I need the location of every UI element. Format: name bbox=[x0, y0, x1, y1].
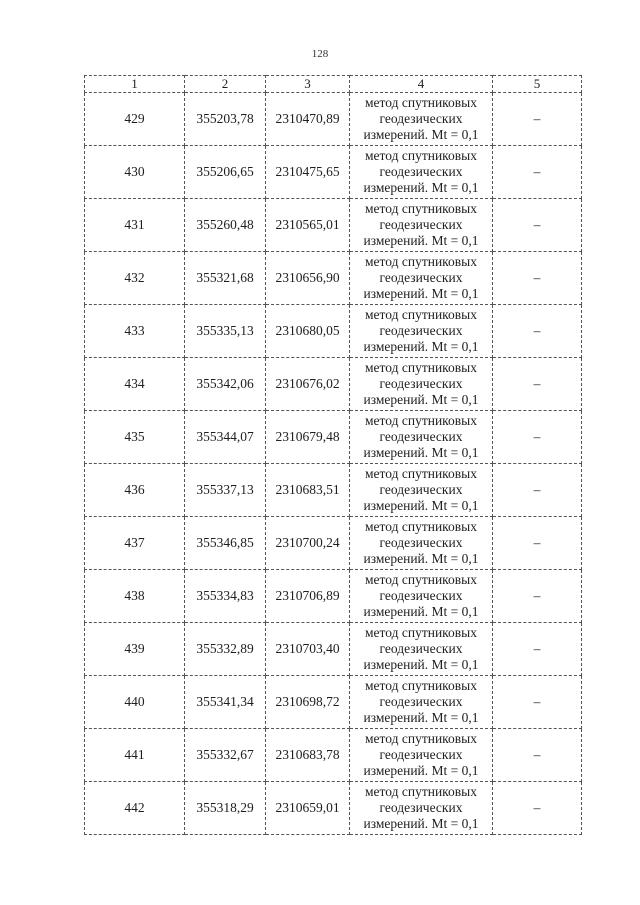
method-cell: метод спутниковых геодезических измерений. Mt = 0,1 bbox=[350, 93, 493, 146]
table-row bbox=[85, 411, 582, 464]
x-coordinate-cell: 355318,29 bbox=[185, 782, 266, 835]
note-cell: – bbox=[493, 464, 582, 517]
table-row bbox=[85, 570, 582, 623]
note-cell: – bbox=[493, 305, 582, 358]
x-coordinate-cell: 355346,85 bbox=[185, 517, 266, 570]
note-cell: – bbox=[493, 252, 582, 305]
header-col-2: 2 bbox=[185, 76, 266, 93]
header-col-1: 1 bbox=[85, 76, 185, 93]
table-row bbox=[85, 782, 582, 835]
table-row bbox=[85, 517, 582, 570]
y-coordinate-cell: 2310703,40 bbox=[266, 623, 350, 676]
point-number-cell: 438 bbox=[85, 570, 185, 623]
table-row bbox=[85, 305, 582, 358]
header-col-3: 3 bbox=[266, 76, 350, 93]
x-coordinate-cell: 355260,48 bbox=[185, 199, 266, 252]
method-cell: метод спутниковых геодезических измерений. Mt = 0,1 bbox=[350, 570, 493, 623]
x-coordinate-cell: 355337,13 bbox=[185, 464, 266, 517]
y-coordinate-cell: 2310659,01 bbox=[266, 782, 350, 835]
method-cell: метод спутниковых геодезических измерений. Mt = 0,1 bbox=[350, 146, 493, 199]
method-cell: метод спутниковых геодезических измерений. Mt = 0,1 bbox=[350, 252, 493, 305]
y-coordinate-cell: 2310656,90 bbox=[266, 252, 350, 305]
table-row bbox=[85, 729, 582, 782]
method-cell: метод спутниковых геодезических измерений. Mt = 0,1 bbox=[350, 358, 493, 411]
method-cell: метод спутниковых геодезических измерений. Mt = 0,1 bbox=[350, 517, 493, 570]
x-coordinate-cell: 355332,67 bbox=[185, 729, 266, 782]
table-row bbox=[85, 93, 582, 146]
y-coordinate-cell: 2310700,24 bbox=[266, 517, 350, 570]
coordinates-table bbox=[84, 75, 582, 835]
header-col-5: 5 bbox=[493, 76, 582, 93]
y-coordinate-cell: 2310680,05 bbox=[266, 305, 350, 358]
table-row bbox=[85, 146, 582, 199]
point-number-cell: 429 bbox=[85, 93, 185, 146]
table-row bbox=[85, 623, 582, 676]
table-row bbox=[85, 676, 582, 729]
x-coordinate-cell: 355341,34 bbox=[185, 676, 266, 729]
point-number-cell: 432 bbox=[85, 252, 185, 305]
point-number-cell: 435 bbox=[85, 411, 185, 464]
method-cell: метод спутниковых геодезических измерений. Mt = 0,1 bbox=[350, 411, 493, 464]
header-col-4: 4 bbox=[350, 76, 493, 93]
method-cell: метод спутниковых геодезических измерений. Mt = 0,1 bbox=[350, 676, 493, 729]
point-number-cell: 440 bbox=[85, 676, 185, 729]
x-coordinate-cell: 355203,78 bbox=[185, 93, 266, 146]
y-coordinate-cell: 2310679,48 bbox=[266, 411, 350, 464]
point-number-cell: 433 bbox=[85, 305, 185, 358]
method-cell: метод спутниковых геодезических измерений. Mt = 0,1 bbox=[350, 199, 493, 252]
y-coordinate-cell: 2310683,51 bbox=[266, 464, 350, 517]
method-cell: метод спутниковых геодезических измерений. Mt = 0,1 bbox=[350, 729, 493, 782]
y-coordinate-cell: 2310698,72 bbox=[266, 676, 350, 729]
point-number-cell: 439 bbox=[85, 623, 185, 676]
table-row bbox=[85, 358, 582, 411]
table-body bbox=[85, 93, 582, 835]
method-cell: метод спутниковых геодезических измерений. Mt = 0,1 bbox=[350, 305, 493, 358]
table-header bbox=[85, 76, 582, 93]
y-coordinate-cell: 2310470,89 bbox=[266, 93, 350, 146]
point-number-cell: 434 bbox=[85, 358, 185, 411]
x-coordinate-cell: 355344,07 bbox=[185, 411, 266, 464]
header-row bbox=[85, 76, 582, 93]
y-coordinate-cell: 2310565,01 bbox=[266, 199, 350, 252]
note-cell: – bbox=[493, 676, 582, 729]
table-row bbox=[85, 199, 582, 252]
page-number: 128 bbox=[311, 48, 329, 60]
method-cell: метод спутниковых геодезических измерений. Mt = 0,1 bbox=[350, 464, 493, 517]
table-row bbox=[85, 464, 582, 517]
point-number-cell: 431 bbox=[85, 199, 185, 252]
note-cell: – bbox=[493, 729, 582, 782]
note-cell: – bbox=[493, 199, 582, 252]
table-row bbox=[85, 252, 582, 305]
x-coordinate-cell: 355332,89 bbox=[185, 623, 266, 676]
y-coordinate-cell: 2310683,78 bbox=[266, 729, 350, 782]
method-cell: метод спутниковых геодезических измерений. Mt = 0,1 bbox=[350, 623, 493, 676]
point-number-cell: 441 bbox=[85, 729, 185, 782]
x-coordinate-cell: 355321,68 bbox=[185, 252, 266, 305]
note-cell: – bbox=[493, 146, 582, 199]
x-coordinate-cell: 355334,83 bbox=[185, 570, 266, 623]
note-cell: – bbox=[493, 570, 582, 623]
note-cell: – bbox=[493, 623, 582, 676]
note-cell: – bbox=[493, 517, 582, 570]
x-coordinate-cell: 355206,65 bbox=[185, 146, 266, 199]
note-cell: – bbox=[493, 93, 582, 146]
method-cell: метод спутниковых геодезических измерений. Mt = 0,1 bbox=[350, 782, 493, 835]
x-coordinate-cell: 355335,13 bbox=[185, 305, 266, 358]
point-number-cell: 430 bbox=[85, 146, 185, 199]
y-coordinate-cell: 2310475,65 bbox=[266, 146, 350, 199]
x-coordinate-cell: 355342,06 bbox=[185, 358, 266, 411]
note-cell: – bbox=[493, 411, 582, 464]
y-coordinate-cell: 2310706,89 bbox=[266, 570, 350, 623]
note-cell: – bbox=[493, 358, 582, 411]
point-number-cell: 437 bbox=[85, 517, 185, 570]
point-number-cell: 436 bbox=[85, 464, 185, 517]
point-number-cell: 442 bbox=[85, 782, 185, 835]
note-cell: – bbox=[493, 782, 582, 835]
y-coordinate-cell: 2310676,02 bbox=[266, 358, 350, 411]
